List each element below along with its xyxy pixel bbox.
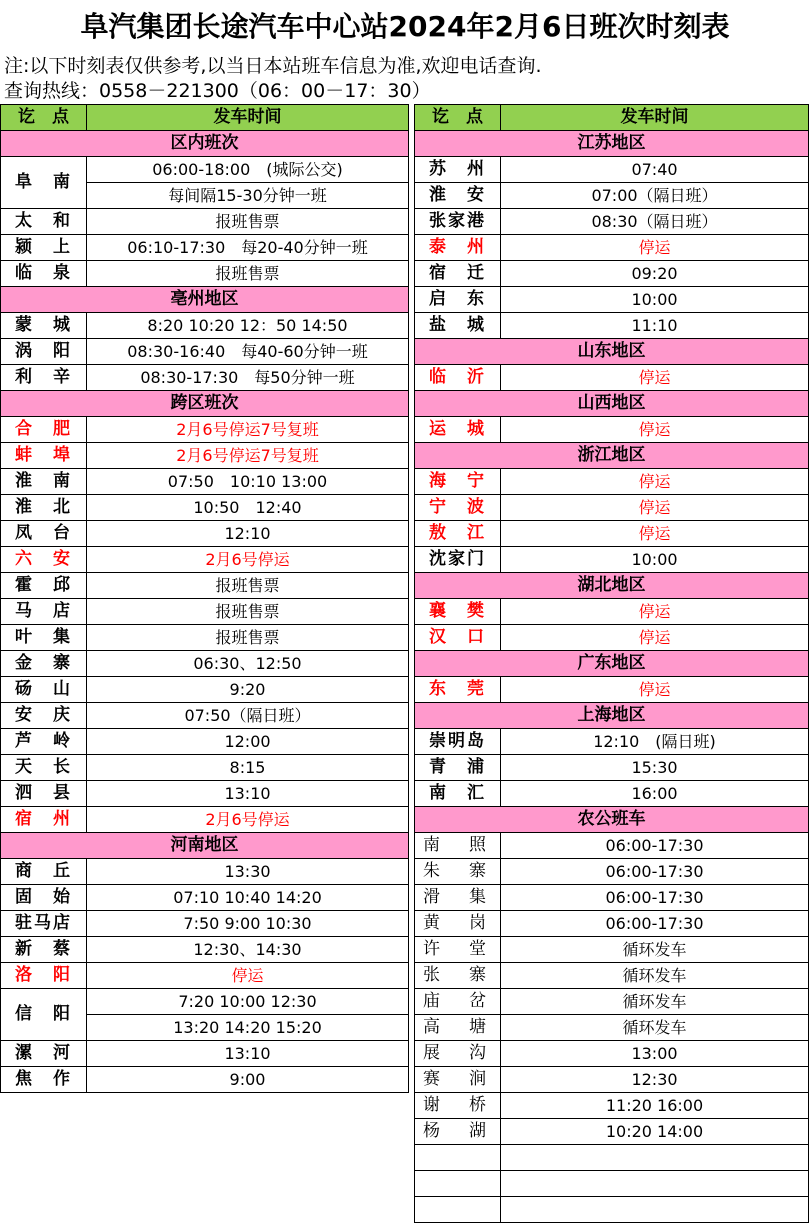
table-row: [415, 365, 809, 391]
departure-time: [501, 157, 809, 183]
departure-time: [87, 1067, 409, 1093]
departure-time-text: 08:30（隔日班）: [591, 211, 718, 231]
departure-time: [87, 651, 409, 677]
table-row: [415, 235, 809, 261]
departure-time: [501, 677, 809, 703]
departure-time: [501, 599, 809, 625]
section-title: 浙江地区: [415, 443, 809, 469]
destination-cell: 颍 上: [1, 235, 87, 261]
page-title: 阜汽集团长途汽车中心站2024年2月6日班次时刻表: [80, 10, 730, 43]
table-row: [1, 963, 409, 989]
departure-time-text: 9:00: [229, 1069, 266, 1089]
departure-time: [87, 963, 409, 989]
departure-time-text: 停运: [638, 497, 671, 517]
departure-time: [87, 781, 409, 807]
destination-cell: 盐 城: [415, 313, 501, 339]
destination-cell: 商 丘: [1, 859, 87, 885]
destination-cell: 南 照: [415, 833, 501, 859]
destination-cell: 淮 南: [1, 469, 87, 495]
table-row: [415, 599, 809, 625]
departure-time: [87, 495, 409, 521]
destination-cell: 青 浦: [415, 755, 501, 781]
destination-cell: 敖 江: [415, 521, 501, 547]
departure-time: [87, 573, 409, 599]
destination-cell: 临 泉: [1, 261, 87, 287]
table-row: [1, 313, 409, 339]
destination-cell: 阜 南: [1, 157, 87, 209]
departure-time: [501, 209, 809, 235]
departure-time-text: 06:00-17:30: [605, 861, 704, 881]
departure-time: [501, 911, 809, 937]
destination-cell: 六 安: [1, 547, 87, 573]
departure-time-text: 13:10: [224, 1043, 271, 1063]
departure-time-text: 报班售票: [215, 211, 280, 231]
departure-time: [501, 1119, 809, 1145]
table-row: [1, 937, 409, 963]
table-row: [415, 469, 809, 495]
destination-cell: 张 寨: [415, 963, 501, 989]
section-title: 区内班次: [1, 131, 409, 157]
departure-time-text: 08:30-16:40 每40-60分钟一班: [127, 341, 368, 361]
departure-time: 每间隔15-30分钟一班: [87, 183, 409, 209]
empty-row: [415, 1145, 809, 1171]
departure-time: [87, 807, 409, 833]
table-row: [415, 209, 809, 235]
alternate-day-note: （隔日班）: [230, 705, 311, 725]
destination-cell: 洛 阳: [1, 963, 87, 989]
destination-cell: 泰 州: [415, 235, 501, 261]
departure-time-text: 循环发车: [622, 965, 687, 985]
destination-cell: 叶 集: [1, 625, 87, 651]
departure-time-text: 停运: [638, 471, 671, 491]
departure-time: [87, 339, 409, 365]
table-row: [1, 729, 409, 755]
destination-cell: 启 东: [415, 287, 501, 313]
departure-time-text: 停运: [638, 523, 671, 543]
destination-cell: 芦 岭: [1, 729, 87, 755]
departure-time-text: 报班售票: [215, 575, 280, 595]
departure-time: [87, 937, 409, 963]
section-row: [1, 391, 409, 417]
departure-time: 13:20 14:20 15:20: [87, 1015, 409, 1041]
section-title: 上海地区: [415, 703, 809, 729]
table-row: [1, 755, 409, 781]
destination-cell: 太 和: [1, 209, 87, 235]
departure-time-text: 报班售票: [215, 627, 280, 647]
table-row: [1, 339, 409, 365]
departure-time-text: 循环发车: [622, 1017, 687, 1037]
destination-cell: 谢 桥: [415, 1093, 501, 1119]
departure-time-text: 9:20: [229, 679, 266, 699]
destination-cell: 焦 作: [1, 1067, 87, 1093]
departure-time: [501, 313, 809, 339]
destination-cell: 马 店: [1, 599, 87, 625]
destination-cell: 滑 集: [415, 885, 501, 911]
table-row: [415, 1067, 809, 1093]
departure-time: [501, 1015, 809, 1041]
departure-time-text: 10:20 14:00: [605, 1121, 704, 1141]
destination-cell: 涡 阳: [1, 339, 87, 365]
left-timetable: [0, 104, 409, 1093]
departure-time-text: 8:20 10:20 12：50 14:50: [147, 315, 348, 335]
departure-time-text: 08:30-17:30 每50分钟一班: [140, 367, 355, 387]
departure-time: [501, 1067, 809, 1093]
departure-time: [87, 313, 409, 339]
departure-time: [87, 417, 409, 443]
section-row: [415, 573, 809, 599]
table-row: [1, 521, 409, 547]
destination-cell: 天 长: [1, 755, 87, 781]
table-row: [1, 261, 409, 287]
empty-cell: [501, 1171, 809, 1197]
departure-time: [501, 781, 809, 807]
departure-time: [501, 547, 809, 573]
table-row: [1, 651, 409, 677]
departure-time-text: 循环发车: [622, 991, 687, 1011]
destination-cell: 赛 涧: [415, 1067, 501, 1093]
departure-time-text: 13:10: [224, 783, 271, 803]
section-title: 山西地区: [415, 391, 809, 417]
destination-cell: 漯 河: [1, 1041, 87, 1067]
section-row: [415, 807, 809, 833]
section-row: [1, 287, 409, 313]
destination-cell: 宿 州: [1, 807, 87, 833]
destination-cell: 海 宁: [415, 469, 501, 495]
destination-cell: 朱 寨: [415, 859, 501, 885]
destination-cell: 庙 岔: [415, 989, 501, 1015]
notice-text: 注:以下时刻表仅供参考,以当日本站班车信息为准,欢迎电话查询.: [4, 55, 542, 77]
table-row: [415, 781, 809, 807]
destination-cell: 蒙 城: [1, 313, 87, 339]
departure-time-text: 10:00: [631, 549, 678, 569]
departure-time: [501, 885, 809, 911]
table-row: [1, 1067, 409, 1093]
destination-cell: 固 始: [1, 885, 87, 911]
empty-cell: [415, 1171, 501, 1197]
departure-time-text: 停运: [638, 237, 671, 257]
destination-cell: 高 塘: [415, 1015, 501, 1041]
table-row: [415, 911, 809, 937]
departure-time: [87, 521, 409, 547]
departure-time: [501, 417, 809, 443]
table-row: [1, 599, 409, 625]
departure-time: [87, 885, 409, 911]
departure-time: [501, 859, 809, 885]
departure-time: [87, 755, 409, 781]
section-title: 河南地区: [1, 833, 409, 859]
section-title: 湖北地区: [415, 573, 809, 599]
table-row: [415, 859, 809, 885]
departure-time-text: 11:10: [631, 315, 678, 335]
empty-cell: [501, 1197, 809, 1223]
destination-cell: 淮 北: [1, 495, 87, 521]
departure-time: [501, 495, 809, 521]
destination-cell: 苏 州: [415, 157, 501, 183]
empty-cell: [415, 1197, 501, 1223]
departure-time: 06:00-18:00 (城际公交): [87, 157, 409, 183]
departure-time: [501, 755, 809, 781]
departure-time: [87, 469, 409, 495]
departure-time-text: 2月6号停运: [205, 809, 290, 829]
departure-time: [87, 261, 409, 287]
section-row: [415, 391, 809, 417]
departure-time-text: 2月6号停运7号复班: [176, 419, 319, 439]
departure-time-text: 06:00-17:30: [605, 913, 704, 933]
departure-time: [87, 859, 409, 885]
table-row: [415, 1041, 809, 1067]
departure-time-text: 8:15: [229, 757, 266, 777]
section-title: 广东地区: [415, 651, 809, 677]
table-row: [1, 469, 409, 495]
departure-time: [87, 729, 409, 755]
departure-time: [87, 209, 409, 235]
section-title: 跨区班次: [1, 391, 409, 417]
table-row: [415, 1093, 809, 1119]
departure-time: [501, 183, 809, 209]
empty-row: [415, 1171, 809, 1197]
departure-time-text: 报班售票: [215, 601, 280, 621]
departure-time-text: 停运: [638, 679, 671, 699]
empty-cell: [415, 1145, 501, 1171]
header-row: [415, 105, 809, 131]
destination-cell: 霍 邱: [1, 573, 87, 599]
section-row: [1, 833, 409, 859]
departure-time: [501, 1041, 809, 1067]
departure-time: [501, 989, 809, 1015]
time-header: 发车时间: [87, 105, 409, 131]
table-row: [1, 495, 409, 521]
departure-time: [501, 625, 809, 651]
table-row: [415, 885, 809, 911]
departure-time-text: 2月6号停运: [205, 549, 290, 569]
table-row: [1, 781, 409, 807]
section-row: [415, 703, 809, 729]
departure-time-text: 2月6号停运7号复班: [176, 445, 319, 465]
departure-time: [87, 235, 409, 261]
destination-cell: 合 肥: [1, 417, 87, 443]
departure-time-text: 12:30: [631, 1069, 678, 1089]
departure-time: [501, 261, 809, 287]
departure-time-text: 06:30、12:50: [193, 653, 302, 673]
departure-time: [87, 703, 409, 729]
destination-cell: 临 沂: [415, 365, 501, 391]
section-title: 山东地区: [415, 339, 809, 365]
table-row: [415, 729, 809, 755]
table-row: [415, 521, 809, 547]
destination-cell: 襄 樊: [415, 599, 501, 625]
destination-cell: 崇明岛: [415, 729, 501, 755]
departure-time-text: 10:50 12:40: [193, 497, 302, 517]
departure-time: [87, 625, 409, 651]
departure-time-text: 06:00-17:30: [605, 887, 704, 907]
departure-time: [87, 911, 409, 937]
departure-time-text: 12:10 (隔日班): [593, 731, 716, 751]
table-row: [1, 235, 409, 261]
dest-header: 讫 点: [415, 105, 501, 131]
departure-time: [87, 365, 409, 391]
table-row: [415, 963, 809, 989]
table-row: [415, 937, 809, 963]
departure-time-text: 12:00: [224, 731, 271, 751]
departure-time-text: 07:10 10:40 14:20: [173, 887, 322, 907]
departure-time-text: 停运: [231, 965, 264, 985]
destination-cell: 安 庆: [1, 703, 87, 729]
section-row: [1, 131, 409, 157]
destination-cell: 驻马店: [1, 911, 87, 937]
destination-cell: 砀 山: [1, 677, 87, 703]
table-row: [415, 625, 809, 651]
departure-time-text: 15:30: [631, 757, 678, 777]
section-row: [415, 443, 809, 469]
table-row: [1, 417, 409, 443]
table-row: [415, 495, 809, 521]
destination-cell: 沈家门: [415, 547, 501, 573]
table-row: [415, 183, 809, 209]
table-row: [1, 443, 409, 469]
table-row: [1, 365, 409, 391]
table-row: [415, 261, 809, 287]
destination-cell: 金 寨: [1, 651, 87, 677]
departure-time: [501, 963, 809, 989]
table-row: [415, 989, 809, 1015]
departure-time-text: 12:10: [224, 523, 271, 543]
departure-time: 7:20 10:00 12:30: [87, 989, 409, 1015]
table-row: [1, 157, 409, 183]
destination-cell: 泗 县: [1, 781, 87, 807]
destination-cell: 许 堂: [415, 937, 501, 963]
departure-time-text: 13:30: [224, 861, 271, 881]
departure-time-text: 停运: [638, 601, 671, 621]
table-row: [415, 1015, 809, 1041]
departure-time-text: 停运: [638, 627, 671, 647]
departure-time-text: 06:00-17:30: [605, 835, 704, 855]
destination-cell: 运 城: [415, 417, 501, 443]
table-row: [1, 573, 409, 599]
destination-cell: 展 沟: [415, 1041, 501, 1067]
dest-header: 讫 点: [1, 105, 87, 131]
section-title: 亳州地区: [1, 287, 409, 313]
departure-time-text: 循环发车: [622, 939, 687, 959]
destination-cell: 信 阳: [1, 989, 87, 1041]
departure-time-text: 13:00: [631, 1043, 678, 1063]
header-row: [1, 105, 409, 131]
departure-time-text: 12:30、14:30: [193, 939, 302, 959]
destination-cell: 新 蔡: [1, 937, 87, 963]
destination-cell: 蚌 埠: [1, 443, 87, 469]
destination-cell: 宿 迁: [415, 261, 501, 287]
departure-time-text: 06:10-17:30 每20-40分钟一班: [127, 237, 368, 257]
section-row: [415, 339, 809, 365]
table-row: [415, 547, 809, 573]
departure-time: [87, 599, 409, 625]
table-row: [1, 885, 409, 911]
destination-cell: 东 莞: [415, 677, 501, 703]
destination-cell: 凤 台: [1, 521, 87, 547]
departure-time-text: 16:00: [631, 783, 678, 803]
departure-time-text: 停运: [638, 367, 671, 387]
section-row: [415, 651, 809, 677]
departure-time-text: 7:50 9:00 10:30: [183, 913, 312, 933]
destination-cell: 张家港: [415, 209, 501, 235]
departure-time: [87, 547, 409, 573]
departure-time: [501, 235, 809, 261]
section-title: 农公班车: [415, 807, 809, 833]
table-row: [415, 157, 809, 183]
table-row: [1, 625, 409, 651]
destination-cell: 利 辛: [1, 365, 87, 391]
table-row: [415, 755, 809, 781]
departure-time-text: 11:20 16:00: [605, 1095, 704, 1115]
departure-time-text: 停运: [638, 419, 671, 439]
departure-time-text: 报班售票: [215, 263, 280, 283]
table-row: [1, 1041, 409, 1067]
departure-time: [501, 469, 809, 495]
empty-row: [415, 1197, 809, 1223]
destination-cell: 淮 安: [415, 183, 501, 209]
departure-time-text: 07:00（隔日班）: [591, 185, 718, 205]
section-title: 江苏地区: [415, 131, 809, 157]
destination-cell: 南 汇: [415, 781, 501, 807]
departure-time: [87, 443, 409, 469]
table-row: [415, 1119, 809, 1145]
departure-time: [501, 833, 809, 859]
departure-time: [501, 729, 809, 755]
departure-time-text: 07:50 10:10 13:00: [167, 471, 328, 491]
table-row: [415, 417, 809, 443]
departure-time: [87, 1041, 409, 1067]
table-row: [415, 313, 809, 339]
departure-time: [501, 521, 809, 547]
departure-time: [87, 677, 409, 703]
empty-cell: [501, 1145, 809, 1171]
destination-cell: 宁 波: [415, 495, 501, 521]
destination-cell: 汉 口: [415, 625, 501, 651]
right-timetable: [414, 104, 809, 1223]
table-row: [1, 209, 409, 235]
table-row: [415, 833, 809, 859]
section-row: [415, 131, 809, 157]
table-row: [415, 677, 809, 703]
destination-cell: 杨 湖: [415, 1119, 501, 1145]
destination-cell: 黄 岗: [415, 911, 501, 937]
table-row: [415, 287, 809, 313]
departure-time: [501, 365, 809, 391]
departure-time: [501, 1093, 809, 1119]
departure-time-text: 07:50: [184, 705, 231, 725]
departure-time: [501, 287, 809, 313]
departure-time-text: 10:00: [631, 289, 678, 309]
table-row: [1, 989, 409, 1015]
departure-time-text: 07:40: [631, 159, 678, 179]
time-header: 发车时间: [501, 105, 809, 131]
hotline-text: 查询热线：0558－221300（06：00－17：30）: [4, 80, 431, 102]
departure-time-text: 09:20: [631, 263, 678, 283]
table-row: [1, 677, 409, 703]
departure-time: [501, 937, 809, 963]
